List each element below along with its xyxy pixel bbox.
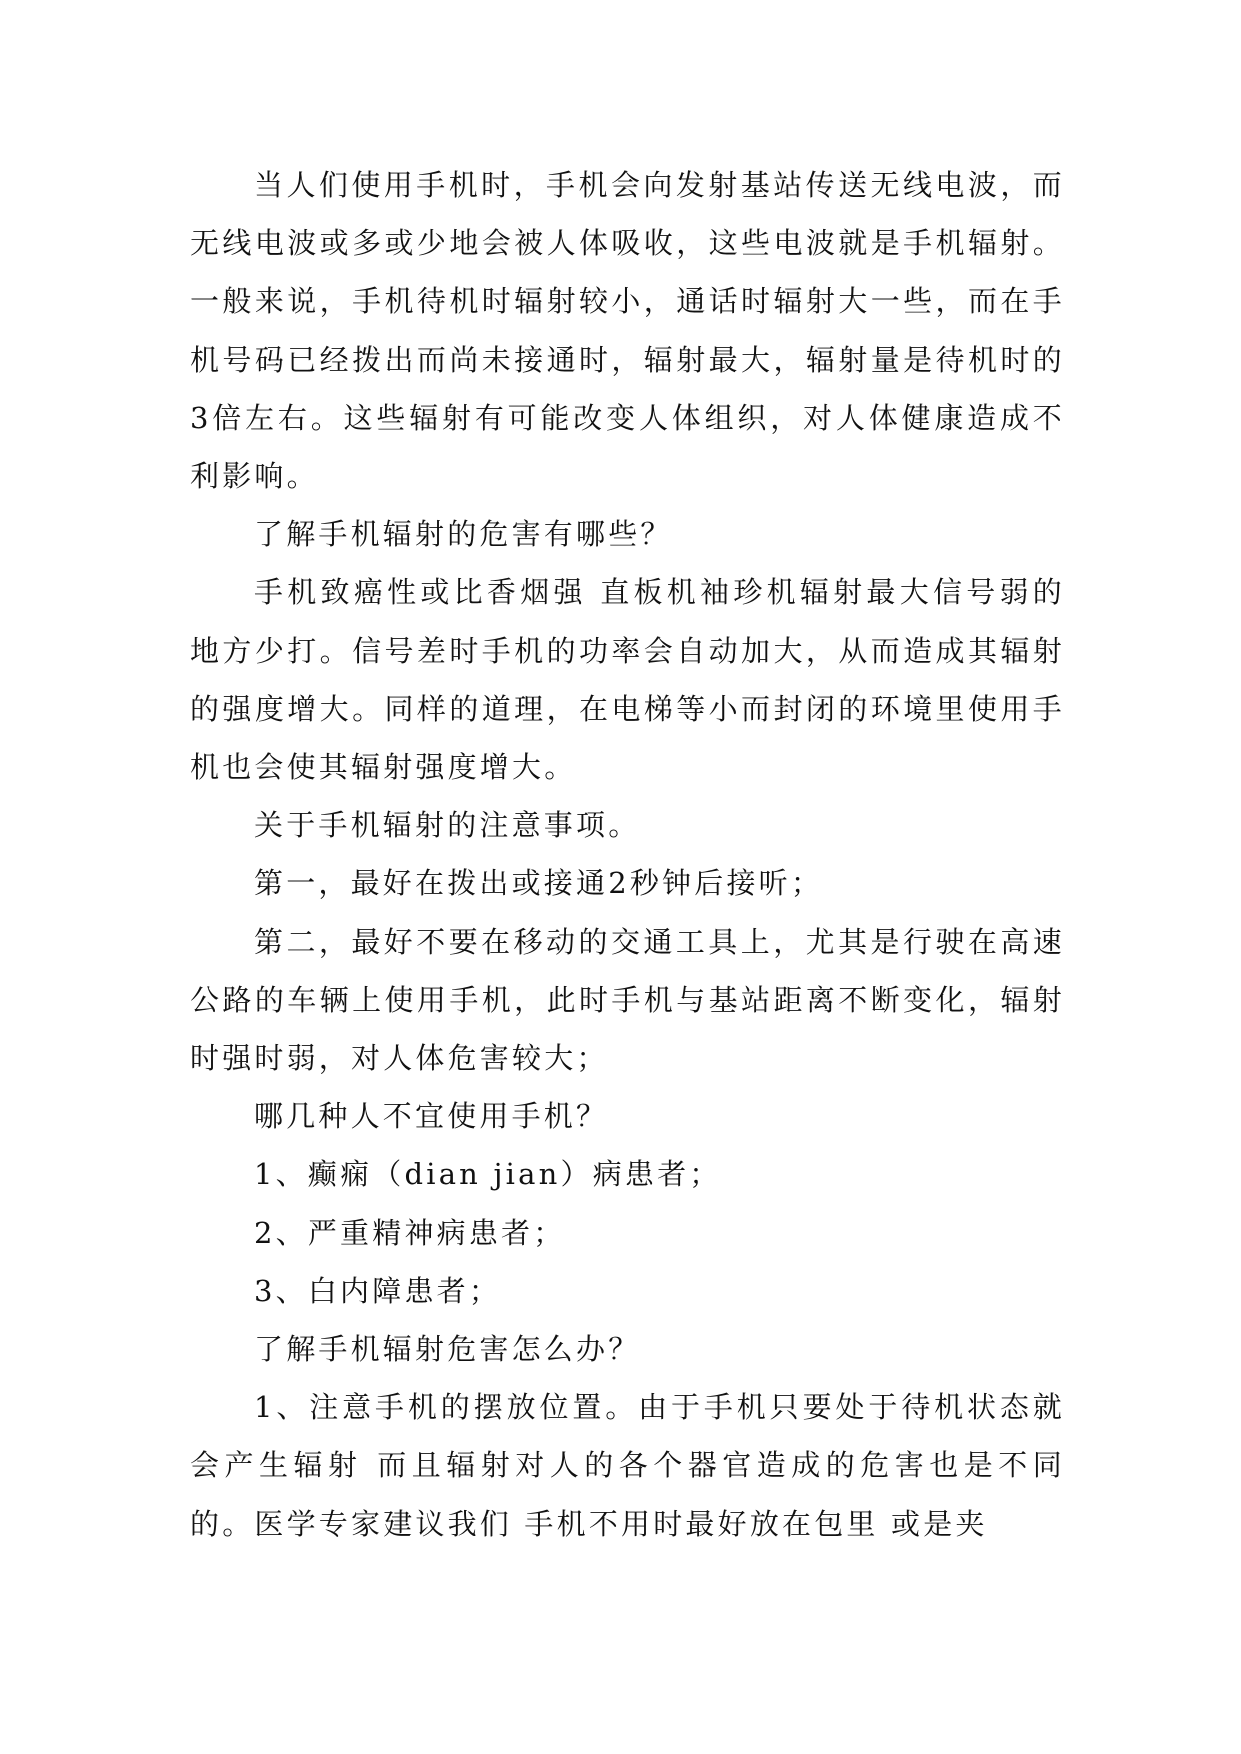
heading-precautions: 关于手机辐射的注意事项。 <box>254 808 641 843</box>
document-page <box>190 156 1065 1553</box>
unsuitable-item-3: 3、白内障患者； <box>254 1273 502 1308</box>
unsuitable-item-1: 1、癫痫（dian jian）病患者； <box>254 1157 722 1192</box>
paragraph-hazards: 手机致癌性或比香烟强 直板机袖珍机辐射最大信号弱的地方少打。信号差时手机的功率会自动加大，从而造成其辐射的强度增大。同样的道理，在电梯等小而封闭的环境里使用手机也会使其辐射强度增大。 <box>190 575 1065 785</box>
heading-what-to-do: 了解手机辐射危害怎么办？ <box>254 1332 641 1367</box>
advice-item-1: 1、注意手机的摆放位置。由于手机只要处于待机状态就会产生辐射 而且辐射对人的各个器官造成的危害也是不同的。医学专家建议我们 手机不用时最好放在包里 或是夹 <box>190 1390 1065 1541</box>
heading-hazards: 了解手机辐射的危害有哪些？ <box>254 517 673 552</box>
unsuitable-item-2: 2、严重精神病患者； <box>254 1215 566 1250</box>
precaution-item-2: 第二，最好不要在移动的交通工具上，尤其是行驶在高速公路的车辆上使用手机，此时手机与基站距离不断变化，辐射时强时弱，对人体危害较大； <box>190 924 1065 1076</box>
precaution-item-1: 第一，最好在拨出或接通2秒钟后接听； <box>254 866 824 901</box>
paragraph-intro: 当人们使用手机时，手机会向发射基站传送无线电波，而无线电波或多或少地会被人体吸收，这些电波就是手机辐射。 一般来说，手机待机时辐射较小，通话时辐射大一些，而在手机号码已经拨出而尚未接通时，辐射最大，辐射量是待机时的3倍左右。这些辐射有可能改变人体组织，对人体健康造成不利影响。 <box>190 168 1065 494</box>
heading-unsuitable-people: 哪几种人不宜使用手机？ <box>254 1099 609 1134</box>
